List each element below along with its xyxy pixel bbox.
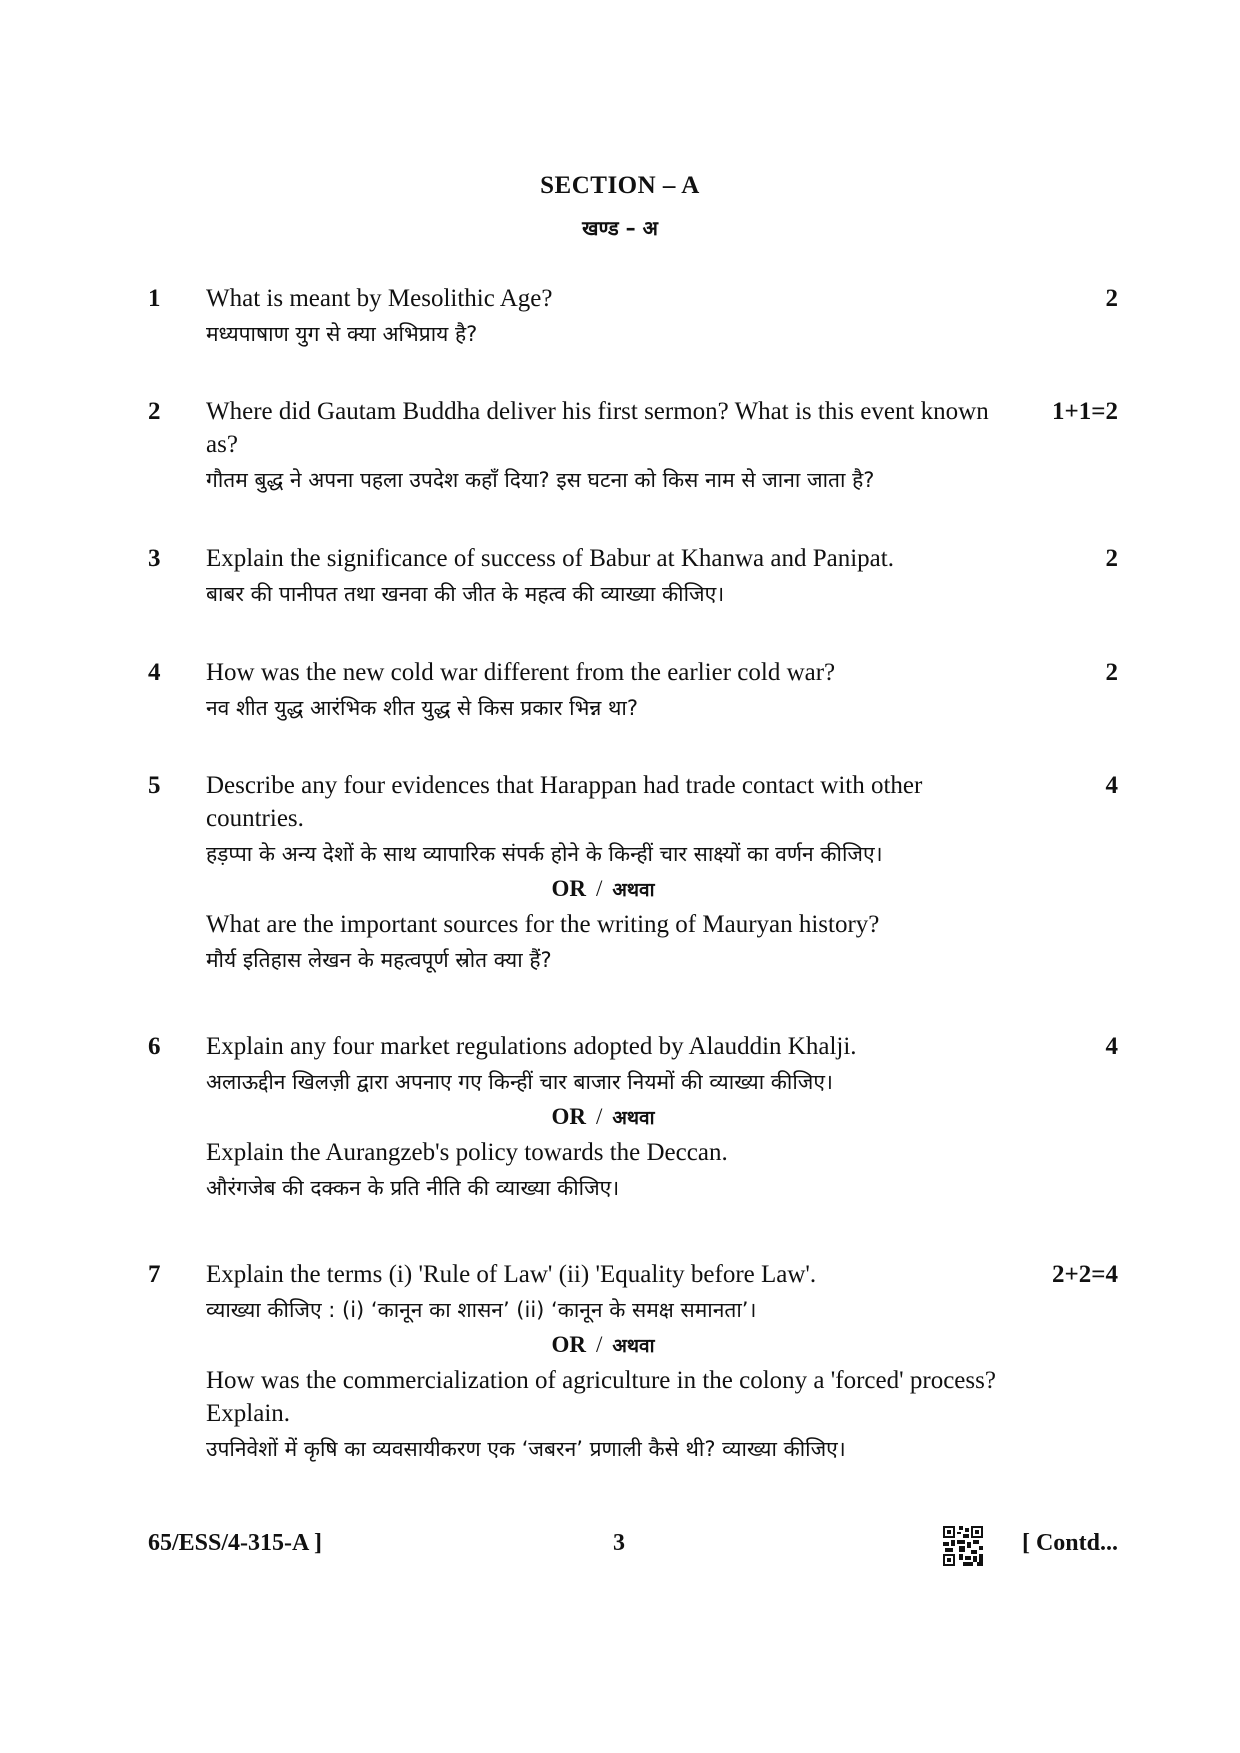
or-separator: /: [595, 1104, 603, 1129]
or-label: OR: [551, 876, 586, 901]
question-text-english: Explain the terms (i) 'Rule of Law' (ii) 'Equality before Law'.: [206, 1261, 817, 1288]
question-text-hindi: अलाऊद्दीन खिलज़ी द्वारा अपनाए गए किन्हीं चार बाजार नियमों की व्याख्या कीजिए।: [206, 1070, 833, 1094]
question-marks: 2+2=4: [1052, 1261, 1118, 1288]
section-title: SECTION – A: [540, 172, 700, 199]
question-number: 1: [148, 285, 161, 312]
question-marks: 2: [1105, 545, 1118, 572]
question-text-english: Explain any four market regulations adopted by Alauddin Khalji.: [206, 1033, 857, 1060]
question-number: 4: [148, 659, 161, 686]
question-marks: 4: [1105, 1033, 1118, 1060]
or-divider: [206, 1327, 1000, 1364]
or-label-hindi: अथवा: [612, 1335, 655, 1357]
question-text-english: Describe any four evidences that Harappan had trade contact with other countries.: [206, 772, 923, 832]
alternative-question-hindi: उपनिवेशों में कृषि का व्यवसायीकरण एक ‘जबरन’ प्रणाली कैसे थी? व्याख्या कीजिए।: [206, 1437, 846, 1461]
question-marks: 2: [1105, 285, 1118, 312]
question-7: [148, 1258, 1118, 1466]
question-number: 3: [148, 545, 161, 572]
question-text-english: Where did Gautam Buddha deliver his first sermon? What is this event known as?: [206, 398, 989, 458]
question-1: [148, 282, 1118, 351]
question-text-english: What is meant by Mesolithic Age?: [206, 285, 553, 312]
question-marks: 2: [1105, 659, 1118, 686]
alternative-question-english: How was the commercialization of agriculture in the colony a 'forced' process? Explain.: [206, 1367, 996, 1427]
continued-label: [ Contd...: [1021, 1530, 1118, 1556]
question-2: [148, 395, 1118, 497]
question-marks: 4: [1105, 772, 1118, 799]
question-number: 6: [148, 1033, 161, 1060]
qr-code-icon: [943, 1526, 983, 1566]
question-text-hindi: मध्यपाषाण युग से क्या अभिप्राय है?: [206, 322, 478, 346]
or-divider: [206, 871, 1000, 908]
or-label: OR: [551, 1332, 586, 1357]
question-number: 7: [148, 1261, 161, 1288]
or-label-hindi: अथवा: [612, 879, 655, 901]
question-4: [148, 656, 1118, 725]
question-marks: 1+1=2: [1052, 398, 1118, 425]
alternative-question-hindi: मौर्य इतिहास लेखन के महत्वपूर्ण स्रोत क्या हैं?: [206, 948, 552, 972]
or-separator: /: [595, 1332, 603, 1357]
question-3: [148, 542, 1118, 611]
question-6: [148, 1030, 1118, 1205]
question-text-english: Explain the significance of success of Babur at Khanwa and Panipat.: [206, 545, 894, 572]
question-text-english: How was the new cold war different from the earlier cold war?: [206, 659, 836, 686]
alternative-question-english: What are the important sources for the writing of Mauryan history?: [206, 911, 880, 938]
page-footer: [148, 1530, 1118, 1566]
alternative-question-english: Explain the Aurangzeb's policy towards the Deccan.: [206, 1139, 728, 1166]
question-number: 2: [148, 398, 161, 425]
question-text-hindi: गौतम बुद्ध ने अपना पहला उपदेश कहाँ दिया? इस घटना को किस नाम से जाना जाता है?: [206, 468, 875, 492]
question-5: [148, 769, 1118, 977]
section-subtitle-hindi: खण्ड – अ: [582, 216, 658, 240]
or-label: OR: [551, 1104, 586, 1129]
or-divider: [206, 1099, 1000, 1136]
page-number: 3: [613, 1530, 625, 1556]
alternative-question-hindi: औरंगजेब की दक्कन के प्रति नीति की व्याख्या कीजिए।: [206, 1176, 620, 1200]
paper-code: 65/ESS/4-315-A ]: [148, 1530, 323, 1556]
or-label-hindi: अथवा: [612, 1107, 655, 1129]
question-text-hindi: हड़प्पा के अन्य देशों के साथ व्यापारिक संपर्क होने के किन्हीं चार साक्ष्यों का वर्णन कीजिए।: [206, 842, 883, 866]
or-separator: /: [595, 876, 603, 901]
question-text-hindi: बाबर की पानीपत तथा खनवा की जीत के महत्व की व्याख्या कीजिए।: [206, 582, 725, 606]
question-text-hindi: नव शीत युद्ध आरंभिक शीत युद्ध से किस प्रकार भिन्न था?: [206, 696, 638, 720]
question-text-hindi: व्याख्या कीजिए : (i) ‘कानून का शासन’ (ii) ‘कानून के समक्ष समानता’।: [206, 1298, 757, 1322]
question-number: 5: [148, 772, 161, 799]
